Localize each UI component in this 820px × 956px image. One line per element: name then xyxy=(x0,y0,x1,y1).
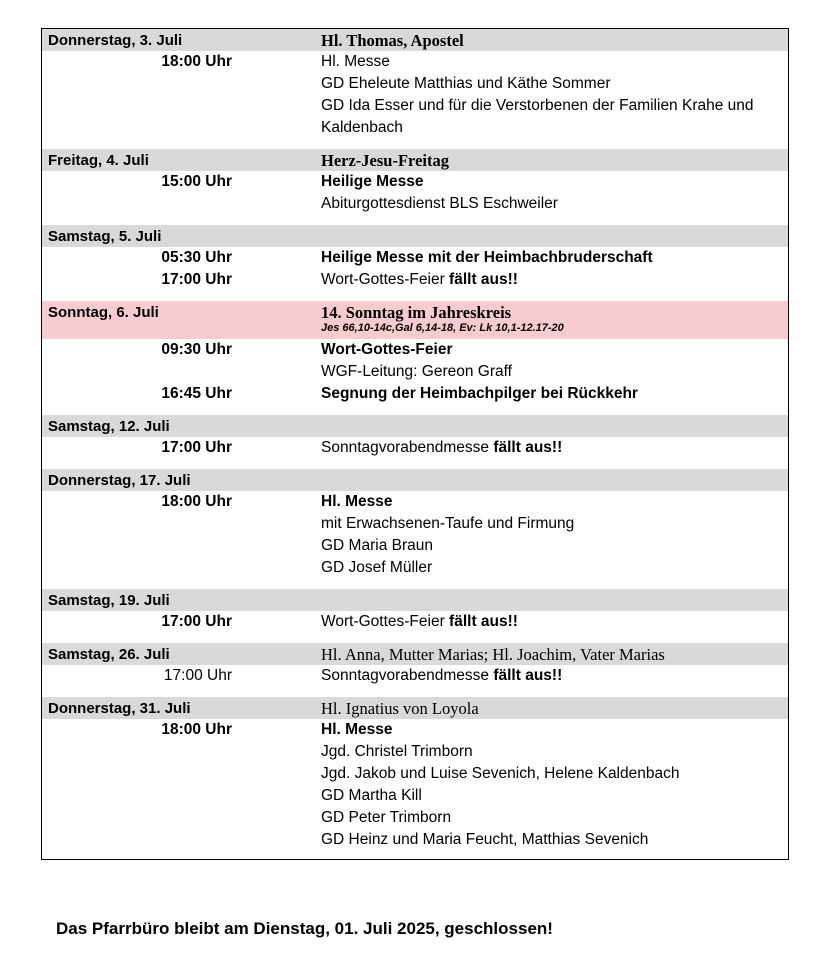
event-row xyxy=(42,611,788,633)
day-name: Sonntag, 6. Juli xyxy=(48,304,159,321)
event-details xyxy=(321,611,788,633)
day-title: Hl. Anna, Mutter Marias; Hl. Joachim, Vater Marias xyxy=(321,645,665,664)
day-name: Samstag, 5. Juli xyxy=(48,228,162,245)
event-line-text: Jgd. Christel Trimborn xyxy=(321,743,473,760)
event-line xyxy=(321,437,788,459)
cancelled-note: fällt aus!! xyxy=(449,271,518,288)
event-line xyxy=(321,361,788,383)
day-header-row xyxy=(42,697,788,719)
event-line xyxy=(321,557,788,579)
event-time: 17:00 Uhr xyxy=(163,667,232,684)
event-time: 18:00 Uhr xyxy=(161,493,232,510)
event-line-text: Heilige Messe xyxy=(321,173,424,190)
schedule-table xyxy=(41,28,789,860)
event-line-text: Kaldenbach xyxy=(321,119,403,136)
event-time: 17:00 Uhr xyxy=(161,271,232,288)
event-line-text: Abiturgottesdienst BLS Eschweiler xyxy=(321,195,558,212)
day-header-row xyxy=(42,643,788,665)
event-line xyxy=(321,611,788,633)
event-line xyxy=(321,171,788,193)
day-header-row xyxy=(42,469,788,491)
day-header-row xyxy=(42,225,788,247)
event-line-text: GD Maria Braun xyxy=(321,537,433,554)
event-line xyxy=(321,193,788,215)
event-row xyxy=(42,719,788,851)
event-line xyxy=(321,665,788,687)
event-line-text: GD Martha Kill xyxy=(321,787,422,804)
event-row xyxy=(42,171,788,215)
event-line xyxy=(321,95,788,117)
event-line-text: Wort-Gottes-Feier xyxy=(321,613,450,630)
day-header-row xyxy=(42,149,788,171)
event-line-text: mit Erwachsenen-Taufe und Firmung xyxy=(321,515,575,532)
event-details xyxy=(321,437,788,459)
event-line xyxy=(321,247,788,269)
cancelled-note: fällt aus!! xyxy=(493,439,563,456)
event-line-text: WGF-Leitung: Gereon Graff xyxy=(321,363,512,380)
day-header-row xyxy=(42,29,788,51)
table-bottom-padding xyxy=(42,851,788,859)
day-header-row xyxy=(42,301,788,339)
day-name: Donnerstag, 31. Juli xyxy=(48,700,191,717)
event-line-text: Hl. Messe xyxy=(321,721,393,738)
day-name: Samstag, 19. Juli xyxy=(48,592,170,609)
day-name: Donnerstag, 17. Juli xyxy=(48,472,191,489)
event-line xyxy=(321,807,788,829)
day-title: 14. Sonntag im Jahreskreis xyxy=(321,303,512,322)
event-line xyxy=(321,73,788,95)
event-line-text: GD Heinz und Maria Feucht, Matthias Sevenich xyxy=(321,831,649,848)
event-details xyxy=(321,491,788,579)
event-time: 18:00 Uhr xyxy=(161,721,232,738)
event-details xyxy=(321,719,788,851)
event-row xyxy=(42,339,788,383)
event-row xyxy=(42,247,788,269)
event-line xyxy=(321,51,788,73)
day-name: Donnerstag, 3. Juli xyxy=(48,32,183,49)
event-row xyxy=(42,269,788,291)
event-line-text: Sonntagvorabendmesse xyxy=(321,439,494,456)
event-time: 09:30 Uhr xyxy=(161,341,232,358)
event-row xyxy=(42,665,788,687)
event-line-text: Wort-Gottes-Feier xyxy=(321,271,450,288)
day-header-row xyxy=(42,415,788,437)
event-line xyxy=(321,829,788,851)
event-row xyxy=(42,437,788,459)
event-line xyxy=(321,513,788,535)
event-line-text: Sonntagvorabendmesse xyxy=(321,667,494,684)
event-details xyxy=(321,269,788,291)
event-details xyxy=(321,247,788,269)
event-row xyxy=(42,383,788,405)
event-details xyxy=(321,383,788,405)
event-row xyxy=(42,51,788,139)
day-header-row xyxy=(42,589,788,611)
event-line-text: Jgd. Jakob und Luise Sevenich, Helene Kaldenbach xyxy=(321,765,680,782)
event-time: 17:00 Uhr xyxy=(161,613,232,630)
event-details xyxy=(321,339,788,383)
event-line xyxy=(321,785,788,807)
event-details xyxy=(321,171,788,215)
day-name: Samstag, 12. Juli xyxy=(48,418,170,435)
day-title: Hl. Ignatius von Loyola xyxy=(321,699,479,718)
event-line xyxy=(321,491,788,513)
event-line-text: Hl. Messe xyxy=(321,493,393,510)
day-name: Freitag, 4. Juli xyxy=(48,152,149,169)
event-line-text: GD Peter Trimborn xyxy=(321,809,452,826)
event-line xyxy=(321,339,788,361)
event-time: 18:00 Uhr xyxy=(161,53,232,70)
event-details xyxy=(321,51,788,139)
event-line xyxy=(321,117,788,139)
cancelled-note: fällt aus!! xyxy=(493,667,563,684)
event-line xyxy=(321,719,788,741)
day-readings: Jes 66,10-14c,Gal 6,14-18, Ev: Lk 10,1-12.17-20 xyxy=(321,322,564,334)
day-title: Herz-Jesu-Freitag xyxy=(321,151,449,170)
cancelled-note: fällt aus!! xyxy=(449,613,518,630)
day-name: Samstag, 26. Juli xyxy=(48,646,170,663)
event-time: 15:00 Uhr xyxy=(161,173,232,190)
office-closed-note: Das Pfarrbüro bleibt am Dienstag, 01. Juli 2025, geschlossen! xyxy=(56,919,553,938)
event-line-text: Hl. Messe xyxy=(321,53,390,70)
event-line-text: GD Eheleute Matthias und Käthe Sommer xyxy=(321,75,611,92)
event-time: 16:45 Uhr xyxy=(161,385,232,402)
event-time: 17:00 Uhr xyxy=(161,439,232,456)
event-line xyxy=(321,763,788,785)
event-details xyxy=(321,665,788,687)
event-line xyxy=(321,535,788,557)
event-line-text: GD Josef Müller xyxy=(321,559,433,576)
event-line xyxy=(321,383,788,405)
event-line-text: Segnung der Heimbachpilger bei Rückkehr xyxy=(321,385,638,402)
event-time: 05:30 Uhr xyxy=(161,249,232,266)
event-line-text: Wort-Gottes-Feier xyxy=(321,341,453,358)
day-title: Hl. Thomas, Apostel xyxy=(321,31,464,50)
event-row xyxy=(42,491,788,579)
event-line xyxy=(321,741,788,763)
event-line-text: GD Ida Esser und für die Verstorbenen der Familien Krahe und xyxy=(321,97,754,114)
event-line-text: Heilige Messe mit der Heimbachbruderschaft xyxy=(321,249,653,266)
event-line xyxy=(321,269,788,291)
